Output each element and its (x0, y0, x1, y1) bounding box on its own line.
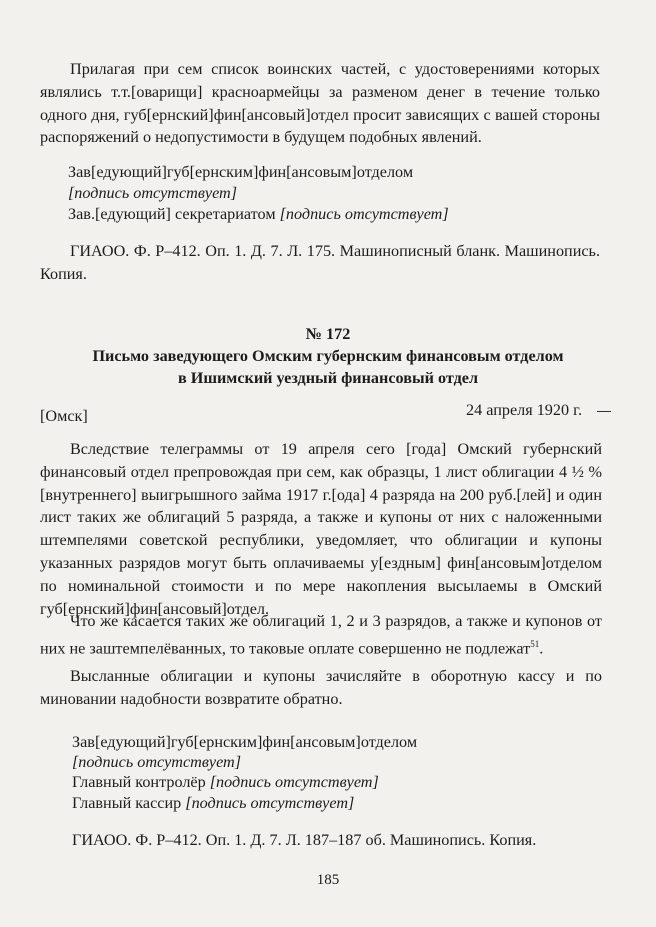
sig2-line3-prefix: Главный контролёр (72, 773, 210, 791)
sig2-line3-italic: [подпись отсутствует] (209, 773, 379, 791)
sig1-line1: Зав[едующий]губ[ернским]фин[ансовым]отделом (68, 163, 414, 181)
sig2-line4-italic: [подпись отсутствует] (185, 794, 355, 812)
sig2-line3 (72, 772, 379, 792)
sig2-line4-prefix: Главный кассир (72, 794, 186, 812)
sig1-line2-text: [подпись отсутствует] (68, 184, 238, 202)
sig2-line1: Зав[едующий]губ[ернским]фин[ансовым]отделом (72, 733, 418, 751)
sig2-line2 (72, 752, 241, 772)
paragraph-2-text: Что же касается таких же облигаций 1, 2 и 3 разрядов, а также и купонов от них не заштемпелёванных, то таковые оплате совершенно не подлежат (40, 612, 602, 658)
document-title-line2: в Ишимский уездный финансовый отдел (177, 369, 479, 387)
sig1-line3-italic: [подпись отсутствует] (279, 205, 449, 223)
archive-reference-2: ГИАОО. Ф. Р–412. Оп. 1. Д. 7. Л. 187–187 об. Машинопись. Копия. (72, 831, 537, 849)
margin-rule (597, 411, 611, 412)
paragraph-3: Высланные облигации и купоны зачисляйте в оборотную кассу и по миновании надобности возвратите обратно. (40, 667, 602, 708)
sig1-line3-prefix: Зав.[едующий] секретариатом (68, 205, 280, 223)
paragraph-2-end: . (539, 639, 544, 658)
top-paragraph: Прилагая при сем список воинских частей, с удостоверениями которых являлись т.т.[оварищи] красноармейцы за разменом денег в течение только одного дня, губ[ернский]фин[ансовый]отдел просит зависящих с вашей стороны распоряжений о недопустимости в будущем подобных явлений. (40, 60, 600, 147)
sig2-line2-text: [подпись отсутствует] (72, 753, 242, 771)
page-number: 185 (316, 872, 340, 888)
paragraph-1: Вследствие телеграммы от 19 апреля сего [года] Омский губернский финансовый отдел препровождая при сем, как образцы, 1 лист облигации 4 ½ % [внутреннего] выигрышного займа 1917 г.[ода] 4 разряда на 200 руб.[лей] и один лист таких же облигаций 5 разряда, а также и купоны от них с наложенными штемпелями советской республики, уведомляет, что облигации и купоны указанных разрядов могут быть оплачиваемы у[ездным] фин[ансовым]отделом по номинальной стоимости и по мере накопления высылаемы в Омский губ[ернский]фин[ансовый]отдел. (40, 440, 602, 618)
date: 24 апреля 1920 г. (466, 401, 582, 419)
document-title-line1: Письмо заведующего Омским губернским финансовым отделом (92, 347, 564, 365)
place: [Омск] (40, 407, 88, 425)
sig1-line2 (68, 183, 237, 203)
sig1-line3 (68, 204, 449, 224)
paragraph-2 (40, 610, 602, 660)
document-number: № 172 (305, 325, 351, 343)
footnote-ref: 51 (530, 638, 540, 649)
archive-reference-1: ГИАОО. Ф. Р–412. Оп. 1. Д. 7. Л. 175. Машинописный бланк. Машинопись. Копия. (40, 242, 600, 283)
sig2-line4 (72, 793, 354, 813)
